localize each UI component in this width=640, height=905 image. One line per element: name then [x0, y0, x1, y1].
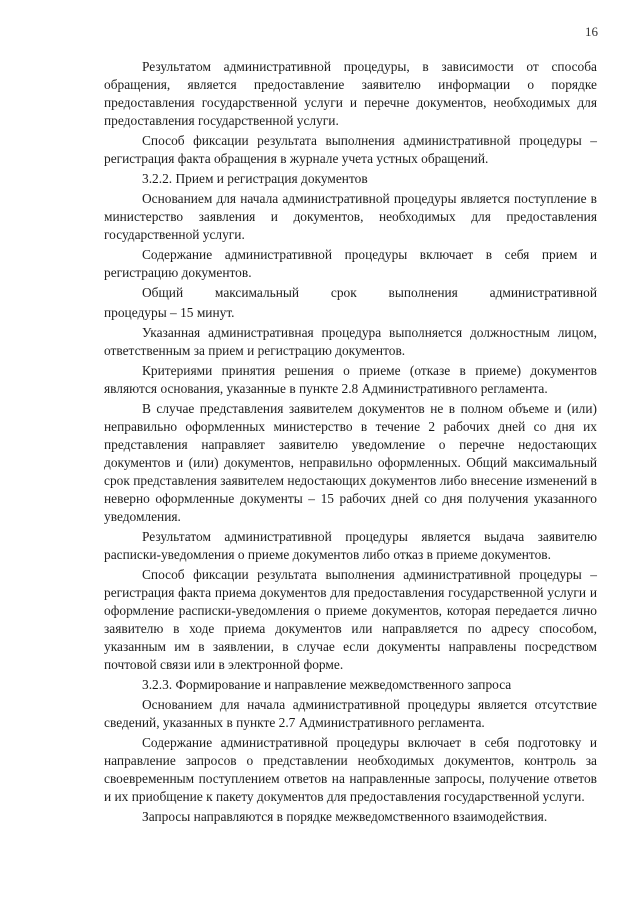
section-heading: 3.2.3. Формирование и направление межведомственного запроса	[142, 677, 512, 692]
document-body	[104, 58, 597, 828]
paragraph: Способ фиксации результата выполнения административной процедуры – регистрация факта обращения в журнале учета устных обращений.	[104, 133, 597, 166]
paragraph: Результатом административной процедуры, в зависимости от способа обращения, является предоставление заявителю информации о порядке предоставления государственной услуги и перечне документов, необходимых для предоставления государственной услуги.	[104, 59, 597, 128]
paragraph: Критериями принятия решения о приеме (отказе в приеме) документов являются основания, указанные в пункте 2.8 Административного регламента.	[104, 363, 597, 396]
paragraph: Основанием для начала административной процедуры является поступление в министерство заявления и документов, необходимых для предоставления государственной услуги.	[104, 191, 597, 242]
paragraph: Содержание административной процедуры включает в себя прием и регистрацию документов.	[104, 247, 597, 280]
paragraph: Запросы направляются в порядке межведомственного взаимодействия.	[142, 809, 548, 824]
paragraph: Способ фиксации результата выполнения административной процедуры – регистрация факта приема документов для предоставления государственной услуги и оформление расписки-уведомления о приеме документов, которая передается лично заявителю в ходе приема документов или направляется по адресу способом, указанным им в заявлении, в случае если документы направлены посредством почтовой связи или в электронной форме.	[104, 567, 597, 672]
paragraph: Указанная административная процедура выполняется должностным лицом, ответственным за прием и регистрацию документов.	[104, 325, 597, 358]
paragraph: Общий максимальный срок выполнения административной	[142, 285, 597, 300]
paragraph: Содержание административной процедуры включает в себя подготовку и направление запросов о представлении необходимых документов, контроль за своевременным поступлением ответов на направленные запросы, получение ответов и их приобщение к пакету документов для предоставления государственной услуги.	[104, 735, 597, 804]
page-number: 16	[585, 24, 598, 39]
section-heading: 3.2.2. Прием и регистрация документов	[142, 171, 368, 186]
paragraph: Основанием для начала административной процедуры является отсутствие сведений, указанных в пункте 2.7 Административного регламента.	[104, 697, 597, 730]
paragraph: процедуры – 15 минут.	[104, 305, 235, 320]
paragraph: В случае представления заявителем документов не в полном объеме и (или) неправильно оформленных министерство в течение 2 рабочих дней со дня их представления направляет заявителю уведомление о перечне недостающих документов и (или) документов, неправильно оформленных. Общий максимальный срок представления заявителем недостающих документов либо внесение изменений в неверно оформленные документы – 15 рабочих дней со дня получения указанного уведомления.	[104, 401, 597, 524]
paragraph: Результатом административной процедуры является выдача заявителю расписки-уведомления о приеме документов либо отказ в приеме документов.	[104, 529, 597, 562]
